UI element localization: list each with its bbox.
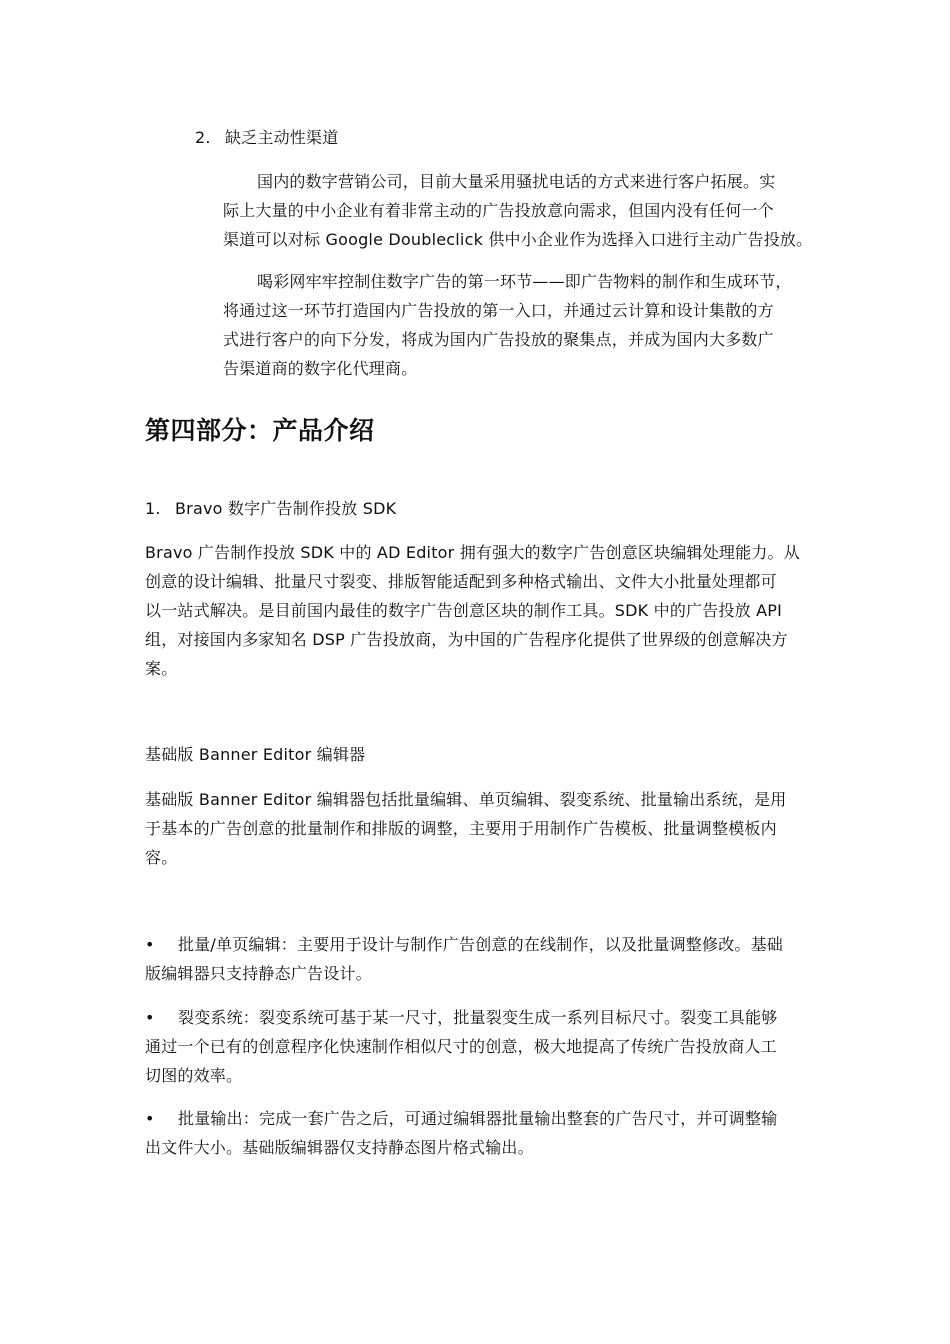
text-line: 组，对接国内多家知名 DSP 广告投放商，为中国的广告程序化提供了世界级的创意解决方	[145, 630, 788, 649]
bullet-icon: •	[145, 1008, 155, 1027]
bullet-icon: •	[145, 935, 155, 954]
text-line: 际上大量的中小企业有着非常主动的广告投放意向需求，但国内没有任何一个	[223, 201, 774, 220]
text-line: 于基本的广告创意的批量制作和排版的调整，主要用于用制作广告模板、批量调整模板内	[145, 819, 777, 838]
list-item-number: 2.	[195, 128, 211, 147]
list-item-heading	[195, 128, 338, 148]
text-line: 式进行客户的向下分发，将成为国内广告投放的聚集点，并成为国内大多数广	[223, 330, 774, 349]
text-line: 版编辑器只支持静态广告设计。	[145, 964, 372, 983]
list-item-number: 1.	[145, 499, 161, 518]
text-line: 以一站式解决。是目前国内最佳的数字广告创意区块的制作工具。SDK 中的广告投放 API	[145, 601, 783, 620]
text-line: 案。	[145, 659, 178, 678]
text-line: 国内的数字营销公司，目前大量采用骚扰电话的方式来进行客户拓展。实	[257, 172, 776, 191]
list-item-title: Bravo 数字广告制作投放 SDK	[175, 499, 397, 518]
list-item-title: 缺乏主动性渠道	[225, 128, 339, 147]
text-line: 出文件大小。基础版编辑器仅支持静态图片格式输出。	[145, 1138, 534, 1157]
text-line: 喝彩网牢牢控制住数字广告的第一环节——即广告物料的制作和生成环节，	[257, 272, 792, 291]
text-line: 渠道可以对标 Google Doubleclick 供中小企业作为选择入口进行主动广告投放。	[223, 230, 813, 249]
text-line: 告渠道商的数字化代理商。	[223, 359, 418, 378]
section-heading: 第四部分：产品介绍	[145, 416, 375, 445]
text-line: 将通过这一环节打造国内广告投放的第一入口，并通过云计算和设计集散的方	[223, 301, 774, 320]
bullet-first-line	[145, 935, 783, 955]
subsection-title: 基础版 Banner Editor 编辑器	[145, 745, 366, 764]
bullet-icon: •	[145, 1109, 155, 1128]
text-line: 切图的效率。	[145, 1066, 243, 1085]
text-line: Bravo 广告制作投放 SDK 中的 AD Editor 拥有强大的数字广告创意区块编辑处理能力。从	[145, 543, 800, 562]
text-line: 通过一个已有的创意程序化快速制作相似尺寸的创意，极大地提高了传统广告投放商人工	[145, 1037, 777, 1056]
text-line: 创意的设计编辑、批量尺寸裂变、排版智能适配到多种格式输出、文件大小批量处理都可	[145, 572, 777, 591]
bullet-first-line	[145, 1008, 777, 1028]
list-item-heading	[145, 499, 396, 519]
bullet-text: 裂变系统：裂变系统可基于某一尺寸，批量裂变生成一系列目标尺寸。裂变工具能够	[178, 1008, 778, 1027]
bullet-first-line	[145, 1109, 777, 1129]
bullet-text: 批量/单页编辑：主要用于设计与制作广告创意的在线制作，以及批量调整修改。基础	[178, 935, 783, 954]
bullet-text: 批量输出：完成一套广告之后，可通过编辑器批量输出整套的广告尺寸，并可调整输	[178, 1109, 778, 1128]
text-line: 容。	[145, 848, 178, 867]
text-line: 基础版 Banner Editor 编辑器包括批量编辑、单页编辑、裂变系统、批量输出系统，是用	[145, 790, 787, 809]
